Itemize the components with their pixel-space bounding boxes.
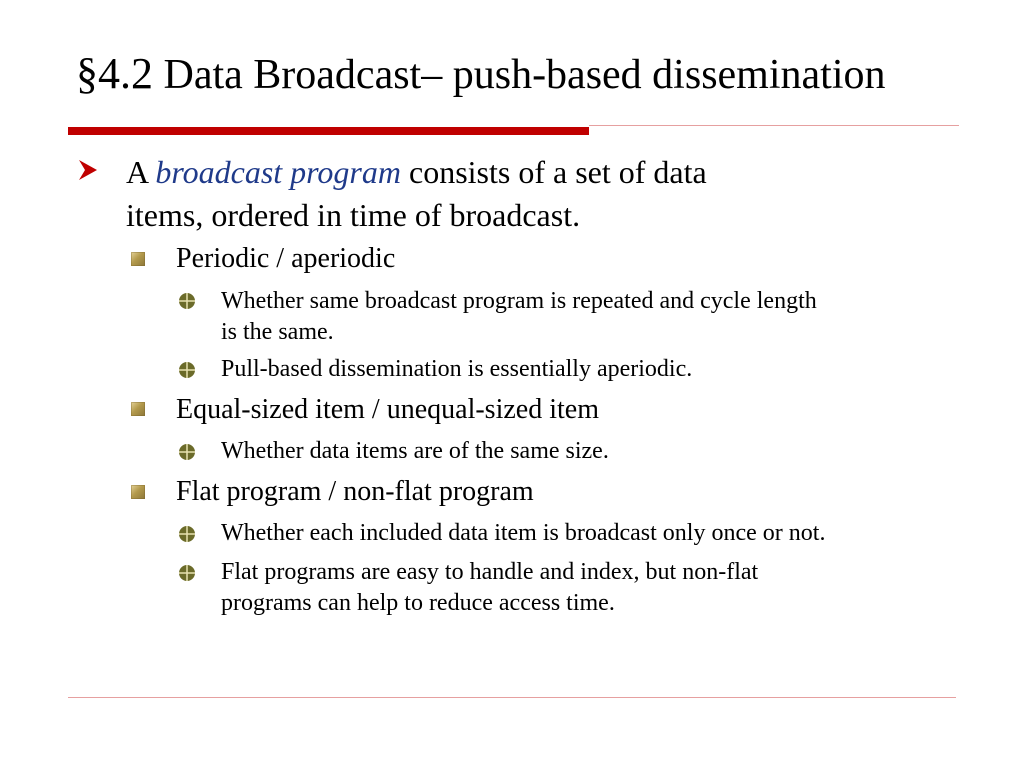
title-underline-thick bbox=[68, 127, 589, 135]
main-point-prefix: A bbox=[126, 154, 156, 190]
gold-square-bullet-icon bbox=[131, 252, 145, 266]
olive-circle-bullet-icon bbox=[178, 361, 196, 379]
section-number: §4.2 bbox=[76, 49, 153, 98]
arrowhead-bullet-shape bbox=[79, 160, 97, 180]
detail-line: Flat programs are easy to handle and index, but non-flat bbox=[221, 559, 759, 585]
olive-circle-bullet-icon bbox=[178, 443, 196, 461]
subpoint-periodic: Periodic / aperiodic bbox=[176, 243, 396, 274]
main-point bbox=[126, 151, 906, 237]
olive-circle-bullet-icon bbox=[178, 292, 196, 310]
olive-circle-bullet-icon bbox=[178, 525, 196, 543]
gold-square-bullet-icon bbox=[131, 402, 145, 416]
footer-rule bbox=[68, 697, 956, 698]
detail-item-size-1: Whether data items are of the same size. bbox=[221, 438, 609, 464]
main-point-line-1 bbox=[126, 151, 906, 194]
olive-circle-bullet-icon bbox=[178, 564, 196, 582]
detail-line: is the same. bbox=[221, 319, 334, 345]
title-text: Data Broadcast– push-based dissemination bbox=[163, 52, 886, 98]
detail-flat-2 bbox=[221, 557, 941, 619]
detail-periodic-2: Pull-based dissemination is essentially aperiodic. bbox=[221, 356, 693, 382]
main-point-line-2: items, ordered in time of broadcast. bbox=[126, 197, 581, 233]
detail-periodic-1 bbox=[221, 286, 941, 348]
detail-line: Whether same broadcast program is repeated and cycle length bbox=[221, 288, 817, 314]
main-point-emphasis: broadcast program bbox=[155, 154, 401, 190]
arrowhead-bullet-icon bbox=[76, 158, 100, 182]
slide-title bbox=[76, 46, 886, 103]
main-point-suffix: consists of a set of data bbox=[400, 154, 707, 190]
title-underline-thin bbox=[589, 125, 959, 126]
detail-flat-1: Whether each included data item is broadcast only once or not. bbox=[221, 520, 826, 546]
subpoint-item-size: Equal-sized item / unequal-sized item bbox=[176, 394, 599, 425]
detail-line: programs can help to reduce access time. bbox=[221, 590, 615, 616]
gold-square-bullet-icon bbox=[131, 485, 145, 499]
subpoint-flat-program: Flat program / non-flat program bbox=[176, 476, 534, 507]
